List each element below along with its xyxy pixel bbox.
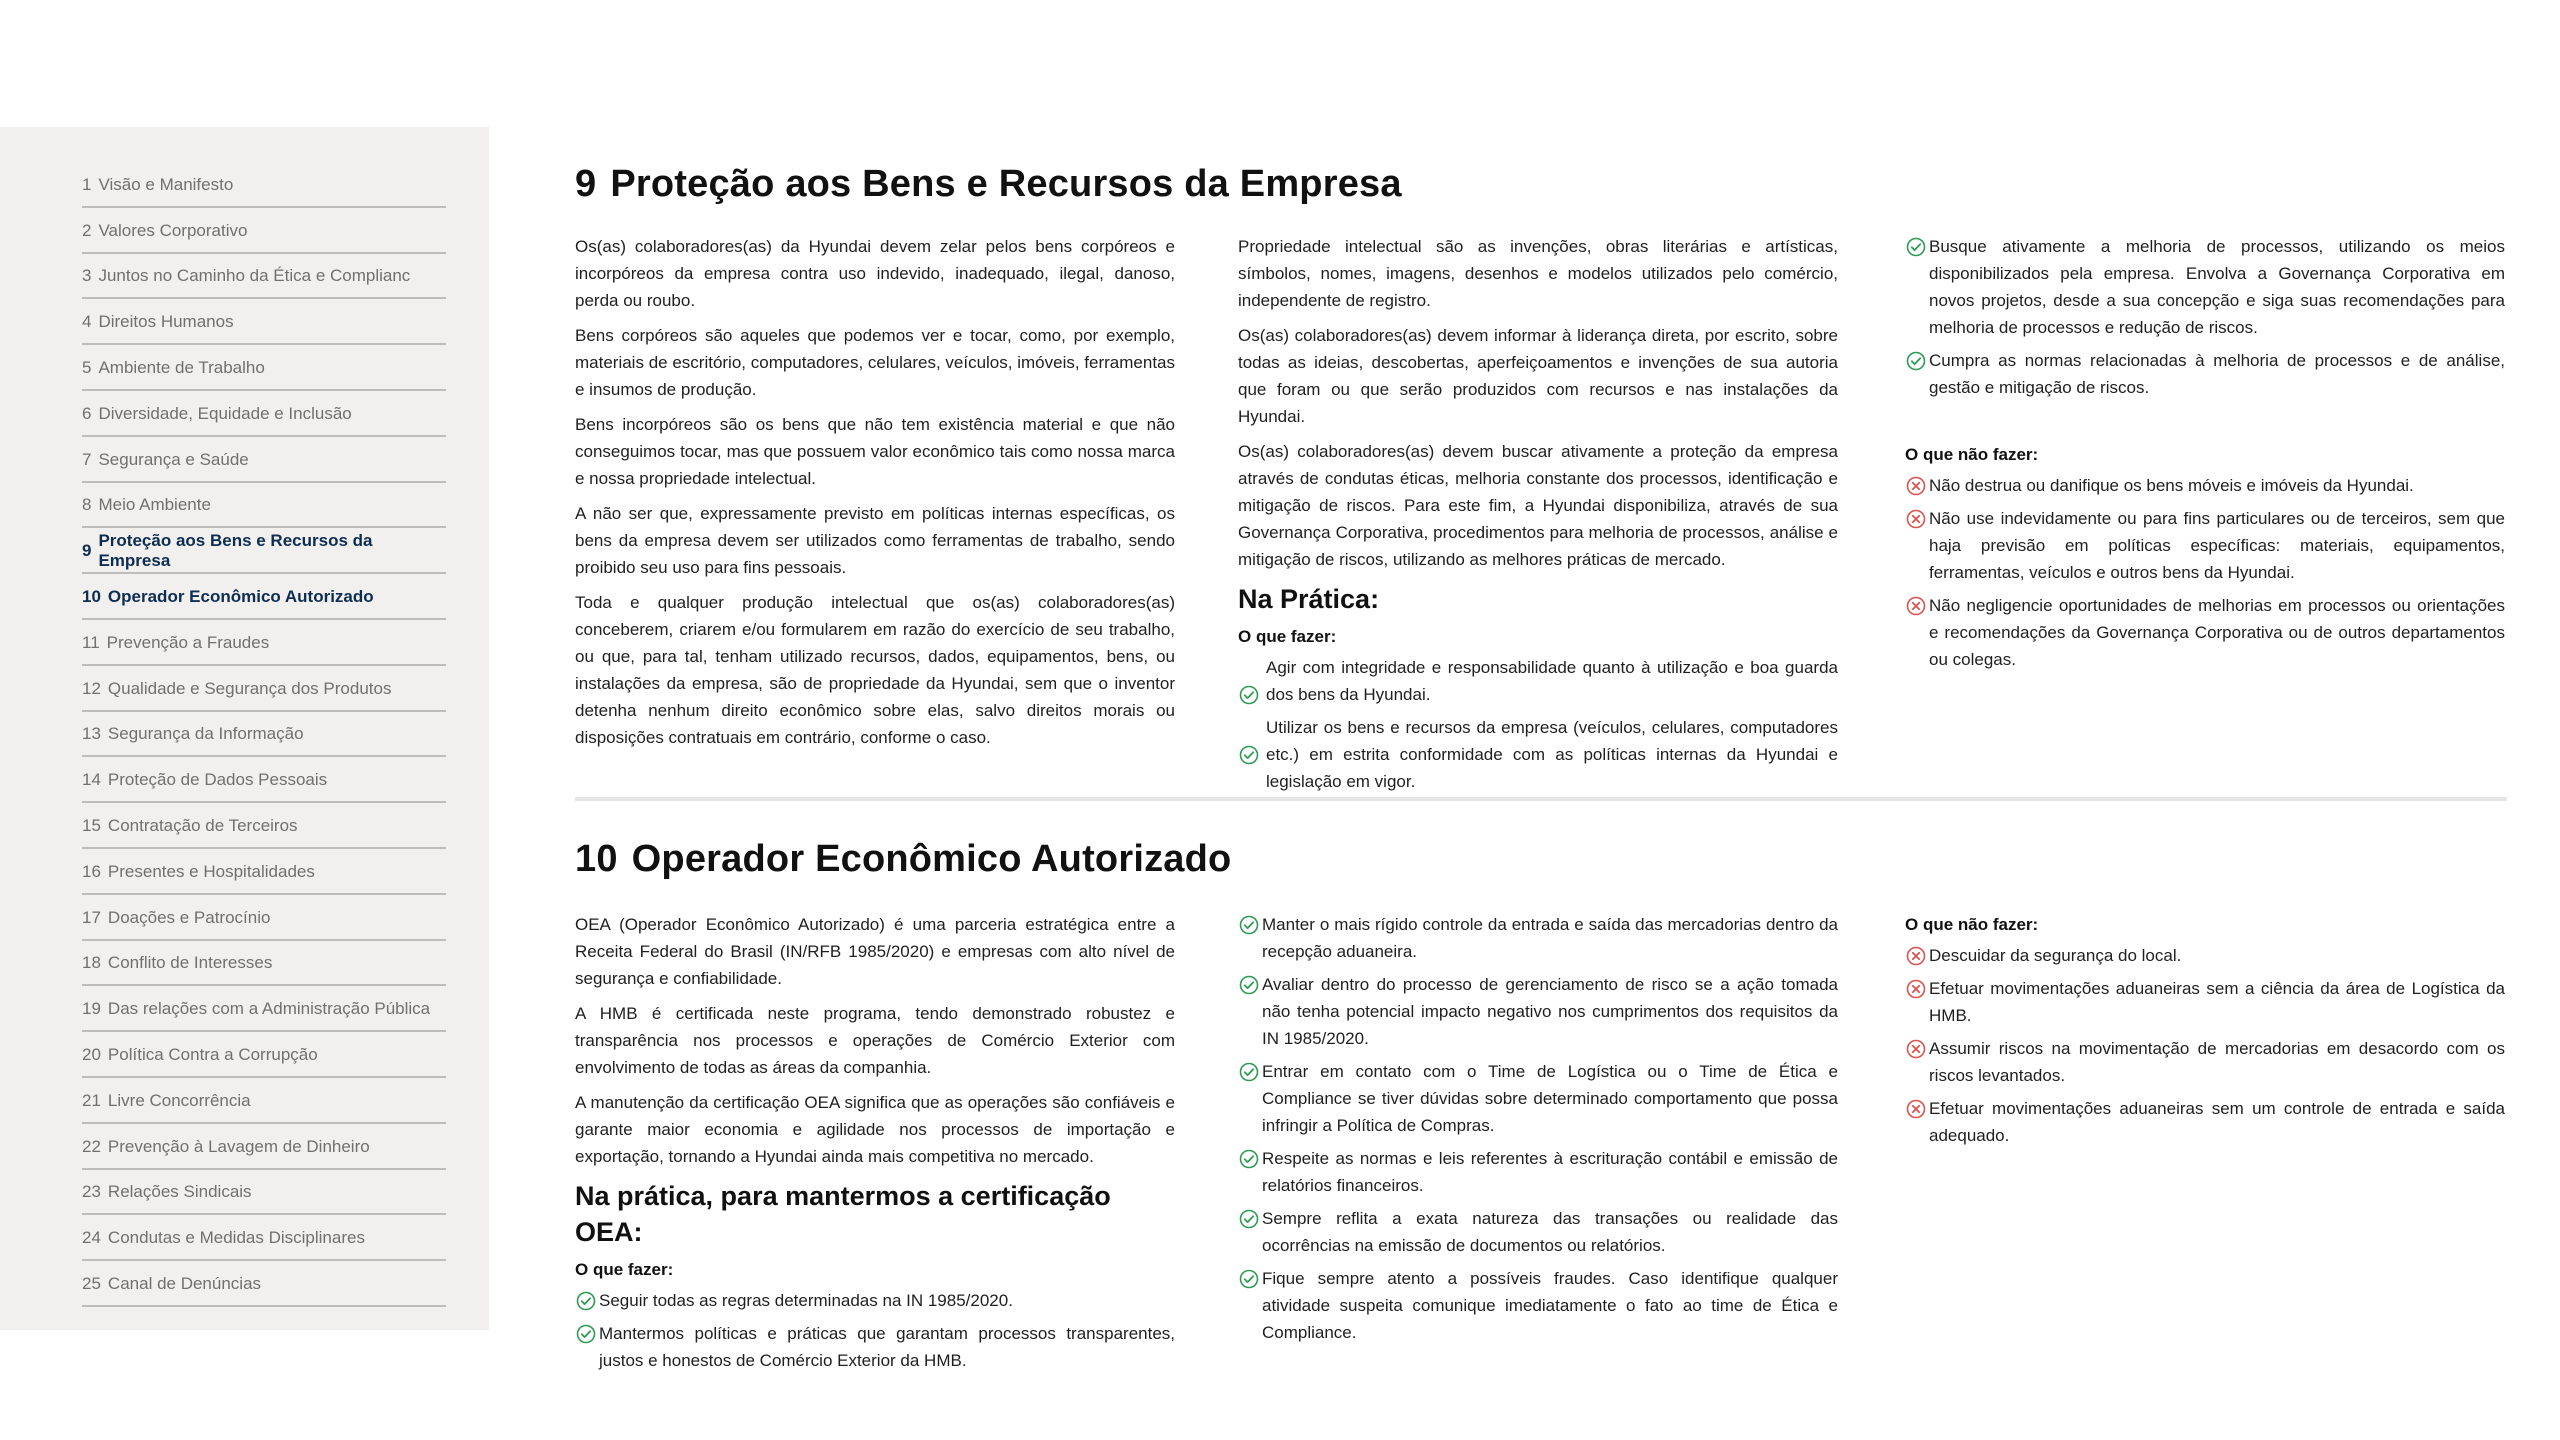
- list-item: Utilizar os bens e recursos da empresa (veículos, celulares, computadores etc.) em estrita conformidade com as políticas internas da Hyundai e legislação em vigor.: [1238, 714, 1838, 795]
- sidebar-item-seguranca-informacao[interactable]: 13 Segurança da Informação: [82, 712, 446, 758]
- s9-paragraph: Os(as) colaboradores(as) devem buscar ativamente a proteção da empresa através de condutas éticas, melhoria constante dos processos, identificação e mitigação de riscos. Para este fim, a Hyundai disponibiliza, através de sua Governança Corporativa, procedimentos para melhoria de processos, análise e mitigação de riscos, utilizando as melhores práticas de mercado.: [1238, 442, 1838, 569]
- check-circle-icon: [575, 1324, 597, 1344]
- sidebar-item-doacoes[interactable]: 17 Doações e Patrocínio: [82, 895, 446, 941]
- s9-paragraph: Propriedade intelectual são as invenções, obras literárias e artísticas, símbolos, nomes, imagens, desenhos e modelos utilizados pelo comércio, independente de registro.: [1238, 237, 1838, 310]
- sidebar-item-dados-pessoais[interactable]: 14 Proteção de Dados Pessoais: [82, 757, 446, 803]
- sidebar-item-lavagem[interactable]: 22 Prevenção à Lavagem de Dinheiro: [82, 1124, 446, 1170]
- check-circle-icon: [1238, 745, 1260, 765]
- s9-paragraph: Os(as) colaboradores(as) da Hyundai devem zelar pelos bens corpóreos e incorpóreos da empresa contra uso indevido, inadequado, ilegal, danoso, perda ou roubo.: [575, 237, 1175, 310]
- check-circle-icon: [1238, 1269, 1260, 1289]
- s10-paragraph: A HMB é certificada neste programa, tendo demonstrado robustez e transparência nos processos e operações de Comércio Exterior com envolvimento de todas as áreas da companhia.: [575, 1004, 1175, 1077]
- s9-column-1: [575, 233, 1175, 759]
- s9-paragraph: Bens incorpóreos são os bens que não tem existência material e que não conseguimos tocar, mas que possuem valor econômico tais como nossa marca e nossa propriedade intelectual.: [575, 415, 1175, 488]
- sidebar-item-direitos-humanos[interactable]: 4 Direitos Humanos: [82, 299, 446, 345]
- x-circle-icon: [1905, 509, 1927, 529]
- sidebar-item-seguranca-saude[interactable]: 7 Segurança e Saúde: [82, 437, 446, 483]
- check-circle-icon: [1905, 237, 1927, 257]
- s10-dont-heading: O que não fazer:: [1905, 915, 2039, 934]
- list-item: Cumpra as normas relacionadas à melhoria de processos e de análise, gestão e mitigação de riscos.: [1905, 347, 2505, 401]
- sidebar-item-concorrencia[interactable]: 21 Livre Concorrência: [82, 1078, 446, 1124]
- check-circle-icon: [575, 1291, 597, 1311]
- list-item: Avaliar dentro do processo de gerenciamento de risco se a ação tomada não tenha potencial impacto negativo nos cumprimentos dos requisitos da IN 1985/2020.: [1238, 971, 1838, 1052]
- sidebar-item-presentes[interactable]: 16 Presentes e Hospitalidades: [82, 849, 446, 895]
- sidebar-item-ambiente-trabalho[interactable]: 5 Ambiente de Trabalho: [82, 345, 446, 391]
- x-circle-icon: [1905, 1039, 1927, 1059]
- sidebar-item-qualidade[interactable]: 12 Qualidade e Segurança dos Produtos: [82, 666, 446, 712]
- sidebar-item-protecao-bens[interactable]: 9 Proteção aos Bens e Recursos da Empresa: [82, 528, 446, 574]
- check-circle-icon: [1238, 1149, 1260, 1169]
- s10-pratica-heading: Na prática, para mantermos a certificação OEA:: [575, 1181, 1111, 1247]
- list-item: Efetuar movimentações aduaneiras sem um controle de entrada e saída adequado.: [1905, 1095, 2505, 1149]
- list-item: Seguir todas as regras determinadas na IN 1985/2020.: [575, 1287, 1175, 1314]
- check-circle-icon: [1238, 1209, 1260, 1229]
- s10-do-heading: O que fazer:: [575, 1260, 674, 1279]
- sidebar-item-denuncias[interactable]: 25 Canal de Denúncias: [82, 1261, 446, 1307]
- sidebar-item-condutas[interactable]: 24 Condutas e Medidas Disciplinares: [82, 1215, 446, 1261]
- x-circle-icon: [1905, 476, 1927, 496]
- sidebar-list: [82, 162, 446, 1307]
- sidebar-item-visao[interactable]: 1 Visão e Manifesto: [82, 162, 446, 208]
- list-item: Assumir riscos na movimentação de mercadorias em desacordo com os riscos levantados.: [1905, 1035, 2505, 1089]
- x-circle-icon: [1905, 1099, 1927, 1119]
- list-item: Mantermos políticas e práticas que garantam processos transparentes, justos e honestos de Comércio Exterior da HMB.: [575, 1320, 1175, 1374]
- s10-column-1: [575, 911, 1175, 1380]
- sidebar-item-meio-ambiente[interactable]: 8 Meio Ambiente: [82, 483, 446, 529]
- s9-column-2: [1238, 233, 1838, 801]
- sidebar-item-etica[interactable]: 3 Juntos no Caminho da Ética e Complianc: [82, 254, 446, 300]
- list-item: Efetuar movimentações aduaneiras sem a ciência da área de Logística da HMB.: [1905, 975, 2505, 1029]
- list-item: Agir com integridade e responsabilidade quanto à utilização e boa guarda dos bens da Hyundai.: [1238, 654, 1838, 708]
- s10-paragraph: A manutenção da certificação OEA significa que as operações são confiáveis e garante maior economia e agilidade nos processos de importação e exportação, tornando a Hyundai ainda mais competitiva no mercado.: [575, 1093, 1175, 1166]
- s9-paragraph: A não ser que, expressamente previsto em políticas internas específicas, os bens da empresa devem ser utilizados como ferramentas de trabalho, sendo proibido seu uso para fins pessoais.: [575, 504, 1175, 577]
- list-item: Sempre reflita a exata natureza das transações ou realidade das ocorrências na emissão de documentos ou relatórios.: [1238, 1205, 1838, 1259]
- s9-paragraph: Toda e qualquer produção intelectual que os(as) colaboradores(as) conceberem, criarem e/ou formularem em razão do exercício de seu trabalho, ou que, para tal, tenham utilizado recursos, dados, equipamentos, bens, ou instalações da empresa, são de propriedade da Hyundai, sem que o inventor detenha nenhum direito econômico sobre elas, salvo direitos morais ou disposições contratuais em contrário, conforme o caso.: [575, 593, 1175, 747]
- sidebar-item-corrupcao[interactable]: 20 Política Contra a Corrupção: [82, 1032, 446, 1078]
- section-10-title: 10 Operador Econômico Autorizado: [575, 838, 1232, 880]
- sidebar-item-terceiros[interactable]: 15 Contratação de Terceiros: [82, 803, 446, 849]
- s9-dont-heading: O que não fazer:: [1905, 445, 2039, 464]
- sidebar-item-administracao-publica[interactable]: 19 Das relações com a Administração Pública: [82, 986, 446, 1032]
- s10-column-3: [1905, 911, 2505, 1155]
- sidebar-item-sindicais[interactable]: 23 Relações Sindicais: [82, 1170, 446, 1216]
- x-circle-icon: [1905, 596, 1927, 616]
- list-item: Não use indevidamente ou para fins particulares ou de terceiros, sem que haja previsão em políticas específicas: materiais, equipamentos, ferramentas, veículos e outros bens da Hyundai.: [1905, 505, 2505, 586]
- list-item: Não negligencie oportunidades de melhorias em processos ou orientações e recomendações da Governança Corporativa ou de outros departamentos ou colegas.: [1905, 592, 2505, 673]
- list-item: Busque ativamente a melhoria de processos, utilizando os meios disponibilizados pela empresa. Envolva a Governança Corporativa em novos projetos, desde a sua concepção e siga suas recomendações para melhoria de processos e redução de riscos.: [1905, 233, 2505, 341]
- sidebar-item-valores[interactable]: 2 Valores Corporativo: [82, 208, 446, 254]
- s10-paragraph: OEA (Operador Econômico Autorizado) é uma parceria estratégica entre a Receita Federal do Brasil (IN/RFB 1985/2020) e empresas com alto nível de segurança e confiabilidade.: [575, 915, 1175, 988]
- s9-do-heading: O que fazer:: [1238, 627, 1337, 646]
- sidebar-nav: [0, 127, 489, 1330]
- sidebar-item-oea[interactable]: 10 Operador Econômico Autorizado: [82, 574, 446, 620]
- section-divider: [575, 797, 2507, 801]
- s9-paragraph: Os(as) colaboradores(as) devem informar à liderança direta, por escrito, sobre todas as ideias, descobertas, aperfeiçoamentos e invenções de sua autoria que foram ou que serão produzidos com recursos e nas instalações da Hyundai.: [1238, 326, 1838, 426]
- s9-pratica-heading: Na Prática:: [1238, 584, 1380, 614]
- check-circle-icon: [1238, 1062, 1260, 1082]
- s9-paragraph: Bens corpóreos são aqueles que podemos ver e tocar, como, por exemplo, materiais de escritório, computadores, celulares, veículos, imóveis, ferramentas e insumos de produção.: [575, 326, 1175, 399]
- sidebar-item-fraudes[interactable]: 11 Prevenção a Fraudes: [82, 620, 446, 666]
- check-circle-icon: [1905, 351, 1927, 371]
- x-circle-icon: [1905, 979, 1927, 999]
- list-item: Não destrua ou danifique os bens móveis e imóveis da Hyundai.: [1905, 472, 2505, 499]
- list-item: Fique sempre atento a possíveis fraudes. Caso identifique qualquer atividade suspeita comunique imediatamente o fato ao time de Ética e Compliance.: [1238, 1265, 1838, 1346]
- s10-column-2: [1238, 911, 1838, 1352]
- sidebar-item-diversidade[interactable]: 6 Diversidade, Equidade e Inclusão: [82, 391, 446, 437]
- s9-column-3: [1905, 233, 2505, 679]
- check-circle-icon: [1238, 685, 1260, 705]
- x-circle-icon: [1905, 946, 1927, 966]
- list-item: Manter o mais rígido controle da entrada e saída das mercadorias dentro da recepção aduaneira.: [1238, 911, 1838, 965]
- list-item: Respeite as normas e leis referentes à escrituração contábil e emissão de relatórios financeiros.: [1238, 1145, 1838, 1199]
- list-item: Descuidar da segurança do local.: [1905, 942, 2505, 969]
- check-circle-icon: [1238, 915, 1260, 935]
- sidebar-item-conflito[interactable]: 18 Conflito de Interesses: [82, 941, 446, 987]
- section-9-title: 9 Proteção aos Bens e Recursos da Empresa: [575, 163, 1402, 205]
- list-item: Entrar em contato com o Time de Logística ou o Time de Ética e Compliance se tiver dúvidas sobre determinado comportamento que possa infringir a Política de Compras.: [1238, 1058, 1838, 1139]
- main-content: [575, 0, 2507, 1440]
- check-circle-icon: [1238, 975, 1260, 995]
